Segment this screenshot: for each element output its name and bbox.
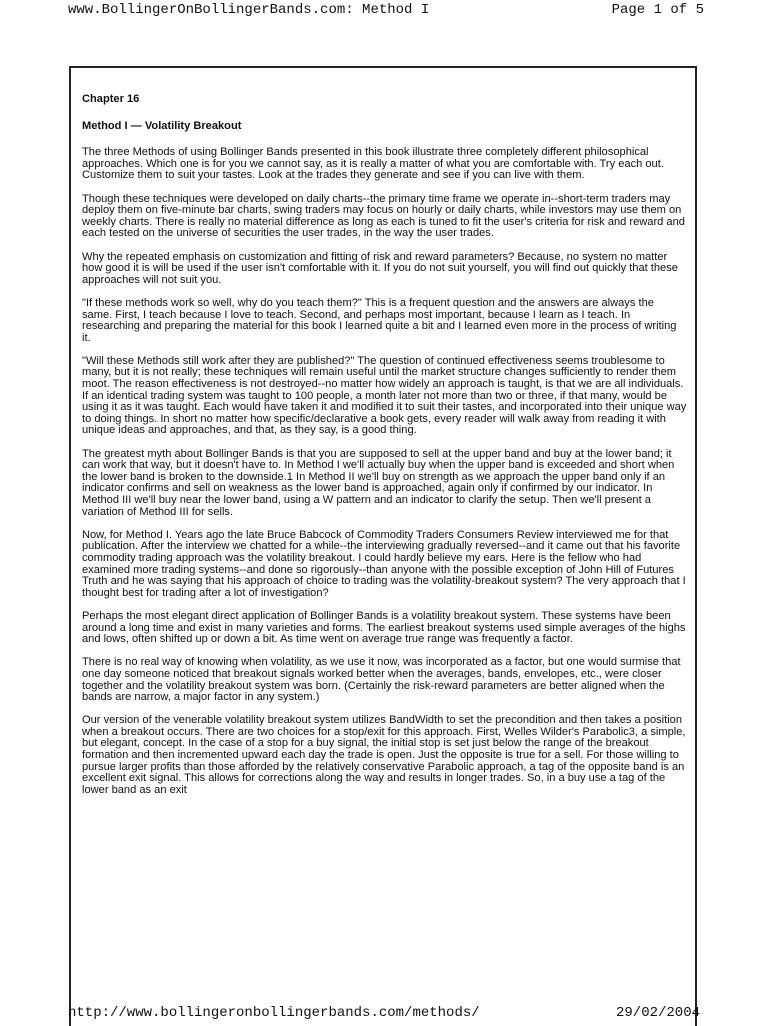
print-footer	[0, 1004, 768, 1024]
paragraph-8: Perhaps the most elegant direct application of Bollinger Bands is a volatility breakout system. These systems have been around a long time and exist in many varieties and forms. The earliest breakout systems used simple averages of the highs and lows, often shifted up or down a bit. As time went on average true range was frequently a factor.	[82, 609, 686, 646]
page-indicator: Page 1 of 5	[611, 2, 704, 18]
paragraph-3: Why the repeated emphasis on customization and fitting of risk and reward parameters? Because, no system no matter how good it is will be used if the user isn't comfortable with it. If you do not suit yourself, you will find out quickly that these approaches will not suit you.	[82, 250, 678, 286]
paragraph-4: "If these methods work so well, why do you teach them?" This is a frequent question and the answers are always the same. First, I teach because I love to teach. Second, and perhaps most important, because I learn as I teach. In researching and preparing the material for this book I learned quite a bit and I learned even more in the process of writing it.	[82, 296, 677, 344]
document-body	[82, 94, 687, 808]
print-date: 29/02/2004	[615, 1005, 700, 1021]
paragraph-6: The greatest myth about Bollinger Bands is that you are supposed to sell at the upper band and buy at the lower band; it can work that way, but it doesn't have to. In Method I we'll actually buy when the upper band is exceeded and short when the lower band is broken to the downside.1 In Method II we'll buy on strength as we approach the upper band only if an indicator confirms and sell on weakness as the lower band is approached, again only if confirmed by our indicator. In Method III we'll buy near the lower band, using a W pattern and an indicator to clarify the setup. Then we'll present a variation of Method III for sells.	[82, 447, 675, 518]
page-frame	[69, 66, 697, 1026]
chapter-label: Chapter 16	[82, 93, 140, 105]
print-header	[0, 0, 768, 22]
paragraph-5: "Will these Methods still work after they are published?" The question of continued effectiveness seems troublesome to many, but it is not really; these techniques will remain useful until the market structure changes sufficiently to render them moot. The reason effectiveness is not destroyed--no matter how widely an approach is taught, is that we are all individuals. If an identical trading system was taught to 100 people, a month later not more than two or three, if that many, would be using it as it was taught. Each would have taken it and modified it to suit their tastes, and incorporated into their unique way to doing things. In short no matter how specific/declarative a book gets, every reader will walk away from reading it with unique ideas and approaches, and that, as they say, is a good thing.	[82, 354, 687, 437]
paragraph-1: The three Methods of using Bollinger Bands presented in this book illustrate three completely different philosophical approaches. Which one is for you we cannot say, as it is really a matter of what you are comfortable with. Try each out. Customize them to suit your tastes. Look at the trades they generate and see if you can live with them.	[82, 146, 664, 182]
paragraph-7: Now, for Method I. Years ago the late Bruce Babcock of Commodity Traders Consumers Review interviewed me for that publication. After the interview we chatted for a while--the interviewing gradually reversed--and it came out that his favorite commodity trading approach was the volatility breakout. I could hardly believe my ears. Here is the fellow who had examined more trading systems--and done so rigorously--than anyone with the possible exception of John Hill of Futures Truth and he was saying that his approach of choice to trading was the volatility-breakout system? The very approach that I thought best for trading after a lot of investigation?	[82, 528, 686, 599]
source-url: http://www.bollingeronbollingerbands.com/methods/	[68, 1005, 480, 1021]
paragraph-10: Our version of the venerable volatility breakout system utilizes BandWidth to set the precondition and then takes a position when a breakout occurs. There are two choices for a stop/exit for this approach. First, Welles Wilder's Parabolic3, a simple, but elegant, concept. In the case of a stop for a buy signal, the initial stop is set just below the range of the breakout formation and then incremented upward each day the trade is open. Just the opposite is true for a sell. For those willing to pursue larger profits than those afforded by the relatively conservative Parabolic approach, a tag of the opposite band is an excellent exit signal. This allows for corrections along the way and results in longer trades. So, in a buy use a tag of the lower band as an exit	[82, 714, 686, 796]
paragraph-9: There is no real way of knowing when volatility, as we use it now, was incorporated as a factor, but one would surmise that one day someone noticed that breakout signals worked better when the averages, bands, envelopes, etc., were closer together and the volatility breakout system was born. (Certainly the risk-reward parameters are better aligned when the bands are narrow, a major factor in any system.)	[82, 656, 681, 704]
site-title: www.BollingerOnBollingerBands.com: Method I	[68, 2, 430, 18]
page-title: Method I — Volatility Breakout	[82, 119, 242, 132]
paragraph-2: Though these techniques were developed on daily charts--the primary time frame we operate in--short-term traders may deploy them on five-minute bar charts, swing traders may focus on hourly or daily charts, while investors may use them on weekly charts. There is really no material difference as long as each is tuned to fit the user's criteria for risk and reward and each tested on the universe of securities the user trades, in the way the user trades.	[82, 192, 685, 240]
